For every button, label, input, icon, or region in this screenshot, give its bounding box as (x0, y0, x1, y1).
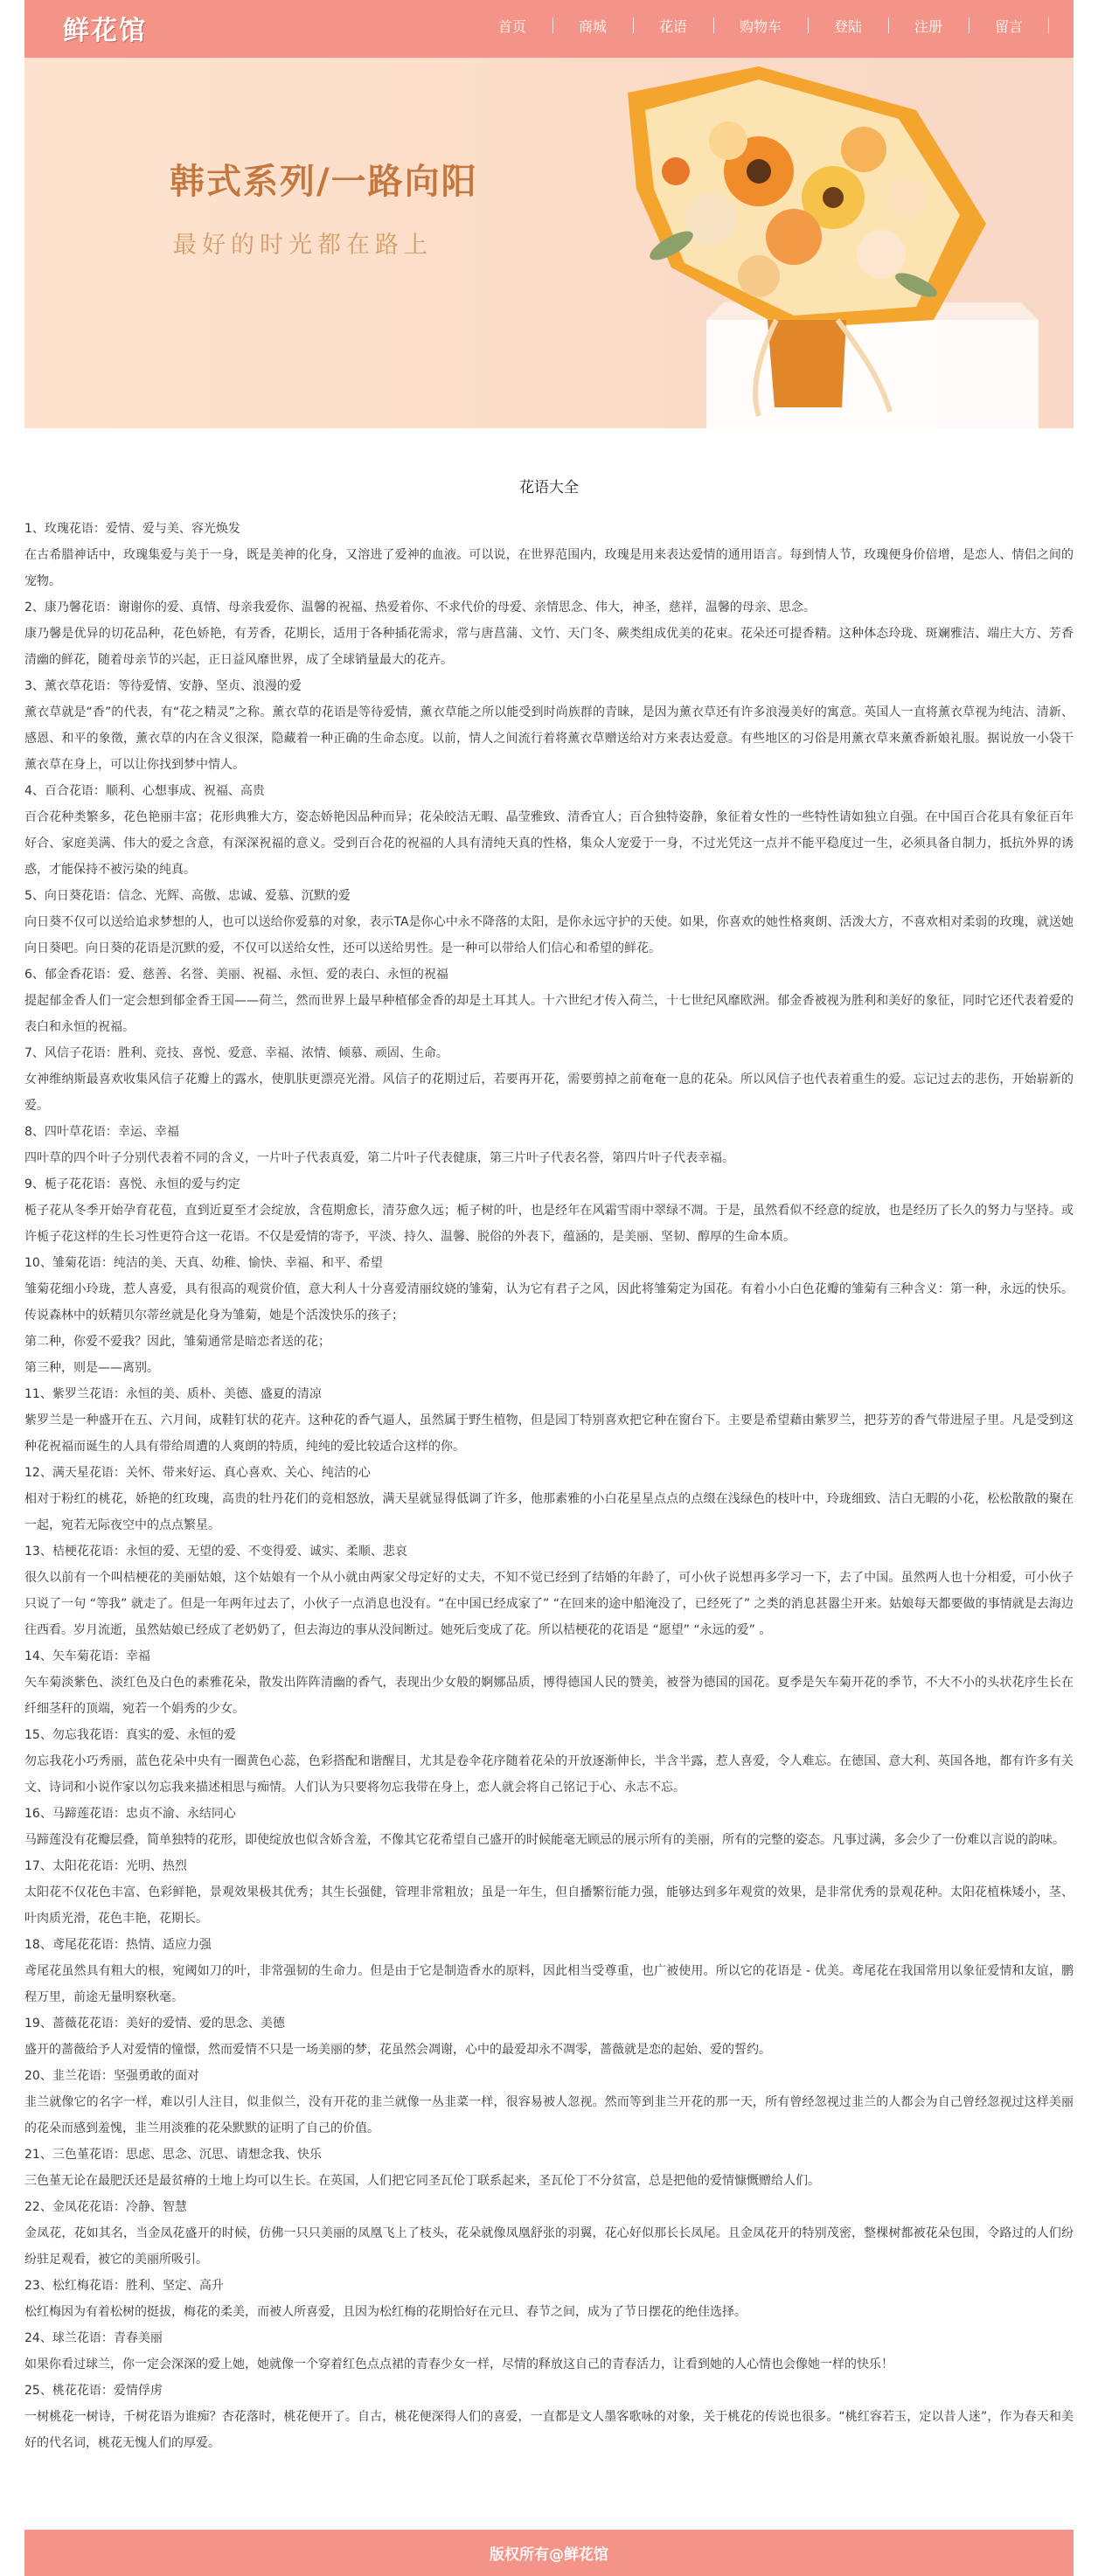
bouquet-illustration (497, 58, 1074, 428)
item-heading: 13、桔梗花花语：永恒的爱、无望的爱、不变得爱、诚实、柔顺、悲哀 (24, 1545, 407, 1559)
hero-banner[interactable] (24, 58, 1074, 428)
list-item (24, 594, 1074, 673)
item-text: 向日葵不仅可以送给追求梦想的人，也可以送给你爱慕的对象，表示TA是你心中永不降落的太阳，是你永远守护的天使。如果，你喜欢的她性格爽朗、活泼大方，不喜欢相对柔弱的玫瑰，就送她向日葵吧。向日葵的花语是沉默的爱，不仅可以送给女性，还可以送给男性。是一种可以带给人们信心和希望的鲜花。 (24, 915, 1074, 955)
item-text: 矢车菊淡紫色、淡红色及白色的素雅花朵，散发出阵阵清幽的香气，表现出少女般的婀娜品质，博得德国人民的赞美，被誉为德国的国花。夏季是矢车菊开花的季节，不大不小的头状花序生长在纤细茎秆的顶端，宛若一个娟秀的少女。 (24, 1676, 1074, 1716)
list-item (24, 2142, 1074, 2194)
section-title: 花语大全 (519, 479, 579, 496)
list-item (24, 2378, 1074, 2456)
item-heading: 12、满天星花语：关怀、带来好运、真心喜欢、关心、纯洁的心 (24, 1466, 371, 1480)
item-heading: 24、球兰花语：青春美丽 (24, 2331, 163, 2345)
item-heading: 22、金凤花花语：冷静、智慧 (24, 2200, 187, 2214)
item-text: 三色堇无论在最肥沃还是最贫瘠的土地上均可以生长。在英国，人们把它同圣瓦伦丁联系起来，圣瓦伦丁不分贫富，总是把他的爱情慷慨赠给人们。 (24, 2174, 820, 2188)
nav-flower-language[interactable]: 花语 (633, 12, 713, 39)
list-item (24, 1460, 1074, 1538)
item-text: 一树桃花一树诗，千树花语为谁痴？杏花落时，桃花便开了。自古，桃花便深得人们的喜爱，一直都是文人墨客歌咏的对象，关于桃花的传说也很多。“桃红容若玉，定以昔人迷”，作为春天和美好的代名词，桃花无愧人们的厚爱。 (24, 2410, 1074, 2450)
site-logo[interactable]: 鲜花馆 (63, 16, 147, 46)
main-nav (472, 12, 1049, 39)
list-item (24, 1932, 1074, 2010)
list-item (24, 1040, 1074, 1119)
item-heading: 11、紫罗兰花语：永恒的美、质朴、美德、盛夏的清凉 (24, 1387, 322, 1401)
item-text: 第二种，你爱不爱我？因此，雏菊通常是暗恋者送的花； (24, 1335, 330, 1349)
item-text: 提起郁金香人们一定会想到郁金香王国——荷兰，然而世界上最早种植郁金香的却是土耳其人。十六世纪才传入荷兰，十七世纪风靡欧洲。郁金香被视为胜利和美好的象征，同时它还代表着爱的表白和永恒的祝福。 (24, 994, 1074, 1034)
item-text: 相对于粉红的桃花，娇艳的红玫瑰，高贵的牡丹花们的竞相怒放，满天星就显得低调了许多，他那素雅的小白花星星点点的点缀在浅绿色的枝叶中，玲珑细致、洁白无暇的小花，松松散散的聚在一起，宛若无际夜空中的点点繁星。 (24, 1492, 1074, 1532)
item-heading: 1、玫瑰花语：爱情、爱与美、容光焕发 (24, 522, 240, 536)
item-heading: 5、向日葵花语：信念、光辉、高傲、忠诚、爱慕、沉默的爱 (24, 889, 351, 903)
item-heading: 4、百合花语：顺利、心想事成、祝福、高贵 (24, 784, 265, 798)
item-heading: 20、韭兰花语：坚强勇敢的面对 (24, 2069, 199, 2083)
list-item (24, 1381, 1074, 1460)
item-heading: 6、郁金香花语：爱、慈善、名誉、美丽、祝福、永恒、爱的表白、永恒的祝福 (24, 968, 448, 982)
list-item (24, 2325, 1074, 2378)
nav-home[interactable]: 首页 (497, 18, 526, 35)
item-heading: 14、矢车菊花语：幸福 (24, 1649, 150, 1663)
nav-login[interactable]: 登陆 (808, 12, 888, 39)
item-text: 四叶草的四个叶子分别代表着不同的含义，一片叶子代表真爱，第二片叶子代表健康，第三片叶子代表名誉，第四片叶子代表幸福。 (24, 1151, 734, 1165)
item-heading: 16、马蹄莲花语：忠贞不渝、永结同心 (24, 1807, 236, 1821)
list-item (24, 1801, 1074, 1853)
item-text: 在古希腊神话中，玫瑰集爱与美于一身，既是美神的化身，又溶进了爱神的血液。可以说，在世界范围内，玫瑰是用来表达爱情的通用语言。每到情人节，玫瑰便身价倍增，是恋人、情侣之间的宠物。 (24, 548, 1074, 588)
item-text: 勿忘我花小巧秀丽，蓝色花朵中央有一圈黄色心蕊，色彩搭配和谐醒目，尤其是卷伞花序随着花朵的开放逐渐伸长，半含半露，惹人喜爱，令人难忘。在德国、意大利、英国各地，都有许多有关文、诗词和小说作家以勿忘我来描述相思与痴情。人们认为只要将勿忘我带在身上，恋人就会将自己铭记于心、永志不忘。 (24, 1754, 1074, 1795)
list-item (24, 1171, 1074, 1250)
item-text: 薰衣草就是“香”的代表，有“花之精灵”之称。薰衣草的花语是等待爱情，薰衣草能之所以能受到时尚族群的青睐，是因为薰衣草还有许多浪漫美好的寓意。英国人一直将薰衣草视为纯洁、清新、感恩、和平的象徵，薰衣草的内在含义很深，隐藏着一种正确的生命态度。以前，情人之间流行着将薰衣草赠送给对方来表达爱意。有些地区的习俗是用薰衣草来薰香新娘礼服。据说放一小袋干薰衣草在身上，可以让你找到梦中情人。 (24, 705, 1074, 772)
footer-copyright: 版权所有@鲜花馆 (24, 2530, 1074, 2576)
item-text: 如果你看过球兰，你一定会深深的爱上她，她就像一个穿着红色点点裙的青春少女一样，尽情的释放这自己的青春活力，让看到她的人心情也会像她一样的快乐！ (24, 2357, 893, 2371)
list-item (24, 1853, 1074, 1932)
list-item (24, 1538, 1074, 1643)
item-heading: 17、太阳花花语：光明、热烈 (24, 1859, 187, 1873)
nav-shop[interactable]: 商城 (552, 12, 633, 39)
item-text: 马蹄莲没有花瓣层叠，简单独特的花形，即使绽放也似含娇含羞，不像其它花希望自己盛开的时候能毫无顾忌的展示所有的美丽，所有的完整的姿态。凡事过满，多会少了一份难以言说的韵味。 (24, 1833, 1065, 1847)
list-item (24, 2194, 1074, 2273)
nav-cart[interactable]: 购物车 (713, 12, 808, 39)
list-item (24, 2010, 1074, 2063)
item-text: 百合花种类繁多，花色艳丽丰富；花形典雅大方，姿态娇艳因品种而异；花朵皎洁无暇、晶莹雅致、清香宜人；百合独特姿静，象征着女性的一些特性请如独立自强。在中国百合花具有象征百年好合、家庭美满、伟大的爱之含意，有深深祝福的意义。受到百合花的祝福的人具有清纯天真的性格，集众人宠爱于一身，不过光凭这一点并不能平稳度过一生，必须具备自制力，抵抗外界的诱惑，才能保持不被污染的纯真。 (24, 810, 1074, 877)
item-heading: 8、四叶草花语：幸运、幸福 (24, 1125, 179, 1139)
item-text: 盛开的蔷薇给予人对爱情的憧憬，然而爱情不只是一场美丽的梦，花虽然会凋谢，心中的最爱却永不凋零，蔷薇就是恋的起始、爱的誓约。 (24, 2043, 771, 2057)
item-heading: 21、三色堇花语：思虑、思念、沉思、请想念我、快乐 (24, 2148, 322, 2162)
item-heading: 15、勿忘我花语：真实的爱、永恒的爱 (24, 1728, 236, 1742)
list-item (24, 516, 1074, 594)
list-item (24, 962, 1074, 1040)
list-item (24, 778, 1074, 883)
item-text: 第三种，则是——离别。 (24, 1361, 159, 1375)
item-text: 很久以前有一个叫桔梗花的美丽姑娘，这个姑娘有一个从小就由两家父母定好的丈夫，不知不觉已经到了结婚的年龄了，可小伙子说想再多学习一下，去了中国。虽然两人也十分相爱，可小伙子只说了一句 “等我” 就走了。但是一年两年过去了，小伙子一点消息也没有。“在中国已经成家了” “在回来的途中船淹没了，已经死了” 之类的消息甚嚣尘开来。姑娘每天都要做的事情就是去海边往西看。岁月流逝，虽然姑娘已经成了老奶奶了，但去海边的事从没间断过。她死后变成了花。所以桔梗花的花语是 “愿望” “永远的爱” 。 (24, 1571, 1074, 1637)
list-item (24, 1643, 1074, 1722)
item-text: 雏菊花细小玲珑，惹人喜爱，具有很高的观赏价值，意大利人十分喜爱清丽纹娆的雏菊，认为它有君子之风，因此将雏菊定为国花。有着小小白色花瓣的雏菊有三种含义：第一种，永远的快乐。传说森林中的妖精贝尔蒂丝就是化身为雏菊，她是个活泼快乐的孩子； (24, 1282, 1074, 1323)
item-heading: 3、薰衣草花语：等待爱情、安静、坚贞、浪漫的爱 (24, 679, 302, 693)
banner-subtitle: 最好的时光都在路上 (173, 232, 433, 259)
nav-register[interactable]: 注册 (888, 12, 969, 39)
list-item (24, 883, 1074, 962)
item-heading: 18、鸢尾花花语：热情、适应力强 (24, 1938, 212, 1952)
item-heading: 2、康乃馨花语：谢谢你的爱、真情、母亲我爱你、温馨的祝福、热爱着你、不求代价的母爱、亲情思念、伟大，神圣，慈祥，温馨的母亲、思念。 (24, 601, 816, 614)
item-text: 女神维纳斯最喜欢收集风信子花瓣上的露水，使肌肤更漂亮光滑。风信子的花期过后，若要再开花，需要剪掉之前奄奄一息的花朵。所以风信子也代表着重生的爱。忘记过去的悲伤，开始崭新的爱。 (24, 1073, 1074, 1113)
item-heading: 9、栀子花花语：喜悦、永恒的爱与约定 (24, 1177, 240, 1191)
item-heading: 10、雏菊花语：纯洁的美、天真、幼稚、愉快、幸福、和平、希望 (24, 1256, 383, 1270)
item-heading: 25、桃花花语：爱情俘虏 (24, 2384, 163, 2398)
item-text: 栀子花从冬季开始孕育花苞，直到近夏至才会绽放，含苞期愈长，清芬愈久远；栀子树的叶，也是经年在风霜雪雨中翠绿不凋。于是，虽然看似不经意的绽放，也是经历了长久的努力与坚持。或许栀子花这样的生长习性更符合这一花语。不仅是爱情的寄予，平淡、持久、温馨、脱俗的外表下，蕴涵的，是美丽、坚韧、醇厚的生命本质。 (24, 1204, 1074, 1244)
item-text: 金凤花，花如其名，当金凤花盛开的时候，仿佛一只只美丽的凤凰飞上了枝头，花朵就像凤凰舒张的羽翼，花心好似那长长凤尾。且金凤花开的特别茂密，整棵树都被花朵包围，令路过的人们纷纷驻足观看，被它的美丽所吸引。 (24, 2226, 1074, 2267)
list-item (24, 1250, 1074, 1381)
banner-title: 韩式系列/一路向阳 (170, 162, 478, 202)
nav-message[interactable]: 留言 (969, 12, 1049, 39)
item-heading: 7、风信子花语：胜利、竞技、喜悦、爱意、幸福、浓情、倾慕、顽固、生命。 (24, 1046, 448, 1060)
list-item (24, 2273, 1074, 2325)
item-text: 康乃馨是优异的切花品种，花色娇艳，有芳香，花期长，适用于各种插花需求，常与唐菖蒲、文竹、天门冬、蕨类组成优美的花束。花朵还可提香精。这种体态玲珑、斑斓雅洁、端庄大方、芳香清幽的鲜花，随着母亲节的兴起，正日益风靡世界，成了全球销量最大的花卉。 (24, 627, 1074, 667)
flower-language-list (24, 516, 1074, 2456)
item-text: 鸢尾花虽然具有粗大的根，宛阈如刀的叶，非常强韧的生命力。但是由于它是制造香水的原料，因此相当受尊重，也广被使用。所以它的花语是 - 优美。鸢尾花在我国常用以象征爱情和友谊，鹏程万里，前途无量明察秋毫。 (24, 1964, 1074, 2004)
list-item (24, 2063, 1074, 2142)
top-nav-bar (24, 0, 1074, 58)
list-item (24, 673, 1074, 778)
item-text: 韭兰就像它的名字一样，难以引人注目，似韭似兰，没有开花的韭兰就像一丛韭菜一样，很容易被人忽视。然而等到韭兰开花的那一天，所有曾经忽视过韭兰的人都会为自己曾经忽视过这样美丽的花朵而感到羞愧，韭兰用淡雅的花朵默默的证明了自己的价值。 (24, 2095, 1074, 2135)
item-text: 太阳花不仅花色丰富、色彩鲜艳，景观效果极其优秀；其生长强健，管理非常粗放；虽是一年生，但自播繁衍能力强，能够达到多年观赏的效果，是非常优秀的景观花种。太阳花植株矮小，茎、叶肉质光滑，花色丰艳，花期长。 (24, 1885, 1074, 1926)
list-item (24, 1119, 1074, 1171)
list-item (24, 1722, 1074, 1801)
item-text: 紫罗兰是一种盛开在五、六月间，成鞋钉状的花卉。这种花的香气逼人，虽然属于野生植物，但是园丁特别喜欢把它种在窗台下。主要是希望藉由紫罗兰，把芬芳的香气带进屋子里。凡是受到这种花祝福而诞生的人具有带给周遭的人爽朗的特质，纯纯的爱比较适合这样的你。 (24, 1413, 1074, 1454)
item-heading: 23、松红梅花语：胜利、坚定、高升 (24, 2279, 224, 2293)
item-text: 松红梅因为有着松树的挺拔，梅花的柔美，而被人所喜爱，且因为松红梅的花期恰好在元旦、春节之间，成为了节日摆花的绝佳选择。 (24, 2305, 747, 2319)
item-heading: 19、蔷薇花花语：美好的爱情、爱的思念、美德 (24, 2017, 285, 2031)
